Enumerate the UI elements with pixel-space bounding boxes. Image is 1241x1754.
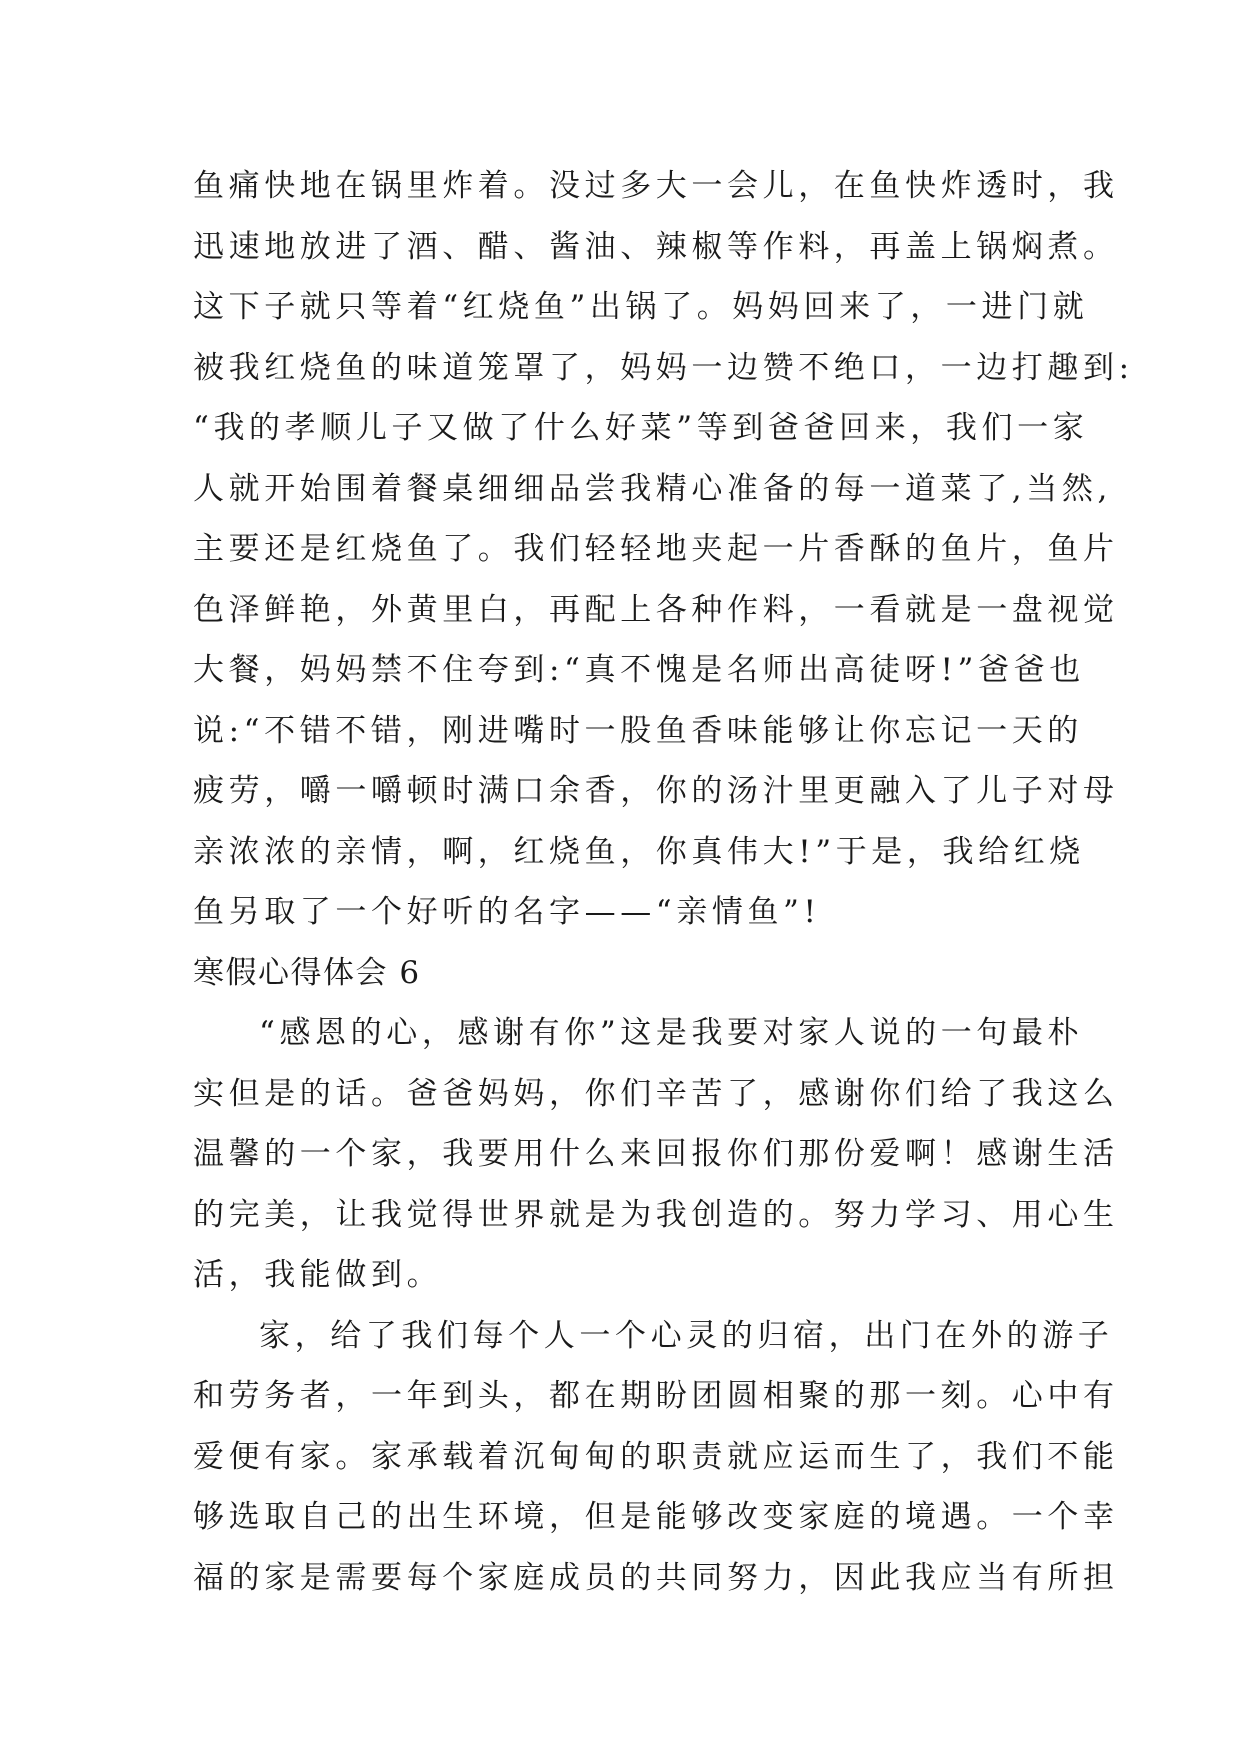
section-heading: 寒假心得体会 6 — [193, 954, 421, 991]
text-line: 福的家是需要每个家庭成员的共同努力，因此我应当有所担 — [193, 1559, 1119, 1596]
text-line: 说:“不错不错，刚进嘴时一股鱼香味能够让你忘记一天的 — [193, 712, 1083, 749]
text-line: 活，我能做到。 — [193, 1257, 443, 1293]
text-line: 主要还是红烧鱼了。我们轻轻地夹起一片香酥的鱼片，鱼片 — [193, 531, 1119, 567]
text-line: 够选取自己的出生环境，但是能够改变家庭的境遇。一个幸 — [193, 1499, 1119, 1535]
text-line: 爱便有家。家承载着沉甸甸的职责就应运而生了，我们不能 — [193, 1438, 1119, 1475]
text-line: 疲劳，嚼一嚼顿时满口余香，你的汤汁里更融入了儿子对母 — [193, 773, 1119, 809]
text-line: 家，给了我们每个人一个心灵的归宿，出门在外的游子 — [259, 1317, 1114, 1354]
text-line: 迅速地放进了酒、醋、酱油、辣椒等作料，再盖上锅焖煮。 — [193, 228, 1119, 265]
text-line: 实但是的话。爸爸妈妈，你们辛苦了，感谢你们给了我这么 — [193, 1075, 1119, 1112]
text-line: 温馨的一个家，我要用什么来回报你们那份爱啊！感谢生活 — [193, 1136, 1119, 1172]
text-line: 色泽鲜艳，外黄里白，再配上各种作料，一看就是一盘视觉 — [193, 591, 1119, 628]
text-line: 被我红烧鱼的味道笼罩了，妈妈一边赞不绝口，一边打趣到: — [193, 349, 1134, 386]
text-line: 和劳务者，一年到头，都在期盼团圆相聚的那一刻。心中有 — [193, 1378, 1119, 1414]
body-text — [193, 156, 1134, 1608]
text-line: 的完美，让我觉得世界就是为我创造的。努力学习、用心生 — [193, 1196, 1119, 1233]
text-line: 这下子就只等着“红烧鱼”出锅了。妈妈回来了，一进门就 — [193, 289, 1089, 325]
text-line: “我的孝顺儿子又做了什么好菜”等到爸爸回来，我们一家 — [193, 410, 1089, 446]
text-line: 大餐，妈妈禁不住夸到:“真不愧是名师出高徒呀!”爸爸也 — [193, 652, 1085, 688]
text-line: 人就开始围着餐桌细细品尝我精心准备的每一道菜了,当然, — [193, 470, 1112, 507]
text-line: 亲浓浓的亲情，啊，红烧鱼，你真伟大!”于是，我给红烧 — [193, 833, 1085, 870]
text-line: 鱼另取了一个好听的名字——“亲情鱼”! — [193, 894, 821, 930]
text-line: 鱼痛快地在锅里炸着。没过多大一会儿，在鱼快炸透时，我 — [193, 168, 1119, 204]
text-line: “感恩的心，感谢有你”这是我要对家人说的一句最朴 — [259, 1015, 1084, 1051]
